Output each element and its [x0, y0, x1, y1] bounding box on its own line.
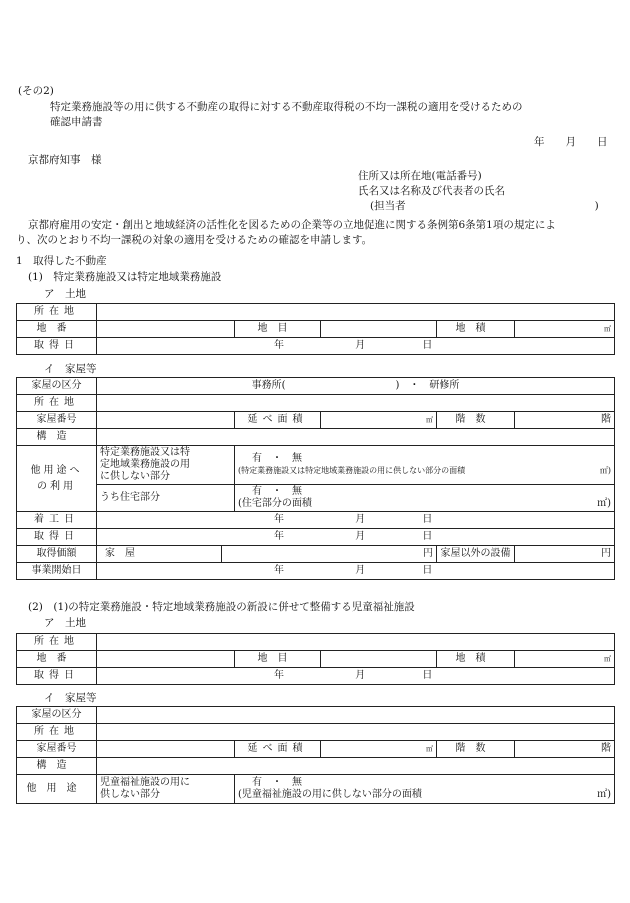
building-table-2 [16, 706, 615, 804]
building-number-field[interactable] [97, 412, 235, 429]
lot-number-field[interactable] [97, 321, 235, 338]
section2-sub2: (2) (1)の特定業務施設・特定地域業務施設の新設に併せて整備する児童福祉施設 [28, 601, 415, 613]
welfare-line1: 児童福祉施設の用に [100, 777, 190, 788]
residential-area-label: (住宅部分の面積 [238, 498, 312, 509]
acquired-date-label: 取得日 [17, 668, 97, 685]
yes-no-option-residential[interactable]: 有 ・ 無 [252, 486, 302, 497]
form-number: (その2) [18, 85, 54, 97]
month-unit: 月 [355, 340, 366, 351]
land-table-2 [16, 633, 615, 685]
non-use-line1: 特定業務施設又は特 [100, 447, 190, 458]
section1-heading: 1 取得した不動産 [16, 255, 107, 267]
body-text-line1: 京都府雇用の安定・創出と地域経済の活性化を図るための企業等の立地促進に関する条例第6条第1項の規定によ [28, 219, 556, 231]
building-type-label: 家屋の区分 [17, 707, 97, 724]
building-location-field[interactable] [97, 395, 615, 412]
year-unit: 年 [274, 340, 284, 351]
floors-field[interactable] [515, 741, 615, 758]
land-table-1 [16, 303, 615, 355]
form-title-line1: 特定業務施設等の用に供する不動産の取得に対する不動産取得税の不均一課税の適用を受けるための [50, 101, 523, 113]
location-label: 所在地 [17, 304, 97, 321]
yen-unit: 円 [601, 548, 611, 559]
welfare-non-use-label [97, 775, 235, 804]
floors-field[interactable] [515, 412, 615, 429]
floor-area-field[interactable] [321, 412, 437, 429]
sqm-unit: ㎡ [604, 655, 612, 663]
floor-area-label: 延べ面積 [235, 412, 321, 429]
lot-number-label: 地番 [17, 321, 97, 338]
yes-no-option-welfare[interactable]: 有 ・ 無 [252, 777, 302, 788]
non-use-line2: 定地域業務施設の用 [100, 459, 190, 470]
building-type-field[interactable]: 事務所( ) ・ 研修所 [97, 378, 615, 395]
construction-start-label: 着工日 [17, 512, 97, 529]
floor-unit: 階 [601, 743, 611, 754]
land-area-label: 地積 [437, 321, 515, 338]
welfare-area-label: (児童福祉施設の用に供しない部分の面積 [238, 789, 422, 800]
structure-label: 構造 [17, 429, 97, 446]
construction-start-field[interactable] [97, 512, 615, 529]
building-number-label: 家屋番号 [17, 412, 97, 429]
residential-area-line [238, 498, 611, 510]
name-label: 氏名又は名称及び代表者の氏名 [358, 185, 505, 197]
acquired-date-field[interactable] [97, 338, 615, 355]
non-house-label: 家屋以外の設備 [437, 546, 515, 563]
building-number-label: 家屋番号 [17, 741, 97, 758]
floors-label: 階数 [437, 741, 515, 758]
building-table-1 [16, 377, 615, 580]
month-unit: 月 [355, 531, 366, 542]
contact-label: (担当者 ) [370, 200, 599, 212]
sqm-unit: ㎡ [426, 416, 433, 424]
location-label: 所在地 [17, 634, 97, 651]
non-use-area-line [238, 465, 611, 477]
non-use-part-field[interactable] [235, 446, 615, 485]
section2-building-heading: イ 家屋等 [44, 692, 97, 704]
m2-close: ㎡) [597, 789, 611, 800]
day-unit: 日 [422, 514, 433, 525]
sqm-unit: ㎡ [604, 325, 612, 333]
other-use-label: 他用途 [17, 775, 97, 804]
land-category-field[interactable] [321, 321, 437, 338]
building-acquired-date-label: 取得日 [17, 529, 97, 546]
land-category-label: 地目 [235, 651, 321, 668]
acquired-date-field[interactable] [97, 668, 615, 685]
section1-land-heading: ア 土地 [44, 288, 86, 300]
non-use-part-label [97, 446, 235, 485]
welfare-line2: 供しない部分 [100, 789, 160, 800]
house-price-label: 家屋 [97, 546, 222, 563]
address-label: 住所又は所在地(電話番号) [358, 170, 482, 182]
year-unit: 年 [274, 531, 284, 542]
land-area-label: 地積 [437, 651, 515, 668]
welfare-non-use-field[interactable] [235, 775, 615, 804]
non-house-field[interactable] [515, 546, 615, 563]
welfare-area-line [238, 789, 611, 801]
year-unit: 年 [274, 514, 284, 525]
land-area-field[interactable] [515, 651, 615, 668]
date-line: 年 月 日 [534, 136, 608, 148]
month-unit: 月 [355, 565, 366, 576]
lot-number-label: 地番 [17, 651, 97, 668]
section2-land-heading: ア 土地 [44, 617, 86, 629]
building-location-field[interactable] [97, 724, 615, 741]
other-use-label: 他用途への利用 [17, 446, 97, 512]
section1-sub1: (1) 特定業務施設又は特定地域業務施設 [28, 271, 222, 283]
m2-close: ㎡) [597, 498, 611, 509]
non-use-area-label: (特定業務施設又は特定地域業務施設の用に供しない部分の面積 [238, 466, 466, 475]
structure-field[interactable] [97, 758, 615, 775]
building-location-label: 所在地 [17, 724, 97, 741]
day-unit: 日 [422, 565, 433, 576]
body-text-line2: り、次のとおり不均一課税の対象の適用を受けるための確認を申請します。 [16, 234, 373, 246]
floor-area-label: 延べ面積 [235, 741, 321, 758]
m2-close: ㎡) [599, 466, 611, 475]
day-unit: 日 [422, 670, 433, 681]
sqm-unit: ㎡ [426, 745, 433, 753]
floor-unit: 階 [601, 414, 611, 425]
structure-field[interactable] [97, 429, 615, 446]
form-title-line2: 確認申請書 [50, 116, 103, 128]
business-start-label: 事業開始日 [17, 563, 97, 580]
floor-area-field[interactable] [321, 741, 437, 758]
month-unit: 月 [355, 670, 366, 681]
building-type-label: 家屋の区分 [17, 378, 97, 395]
building-location-label: 所在地 [17, 395, 97, 412]
lot-number-field[interactable] [97, 651, 235, 668]
location-field[interactable] [97, 634, 615, 651]
year-unit: 年 [274, 670, 284, 681]
addressee: 京都府知事 様 [28, 154, 102, 166]
building-type-field[interactable] [97, 707, 615, 724]
day-unit: 日 [422, 340, 433, 351]
acquisition-price-label: 取得価額 [17, 546, 97, 563]
day-unit: 日 [422, 531, 433, 542]
yes-no-option[interactable]: 有 ・ 無 [252, 453, 302, 464]
land-category-label: 地目 [235, 321, 321, 338]
section1-building-heading: イ 家屋等 [44, 363, 97, 375]
residential-label: うち住宅部分 [97, 485, 235, 512]
land-category-field[interactable] [321, 651, 437, 668]
residential-field[interactable] [235, 485, 615, 512]
building-number-field[interactable] [97, 741, 235, 758]
non-use-line3: に供しない部分 [100, 471, 170, 482]
structure-label: 構造 [17, 758, 97, 775]
floors-label: 階数 [437, 412, 515, 429]
location-field[interactable] [97, 304, 615, 321]
business-start-field[interactable] [97, 563, 615, 580]
land-area-field[interactable] [515, 321, 615, 338]
building-acquired-date-field[interactable] [97, 529, 615, 546]
acquired-date-label: 取得日 [17, 338, 97, 355]
house-price-field[interactable] [222, 546, 437, 563]
month-unit: 月 [355, 514, 366, 525]
yen-unit: 円 [423, 548, 433, 559]
year-unit: 年 [274, 565, 284, 576]
